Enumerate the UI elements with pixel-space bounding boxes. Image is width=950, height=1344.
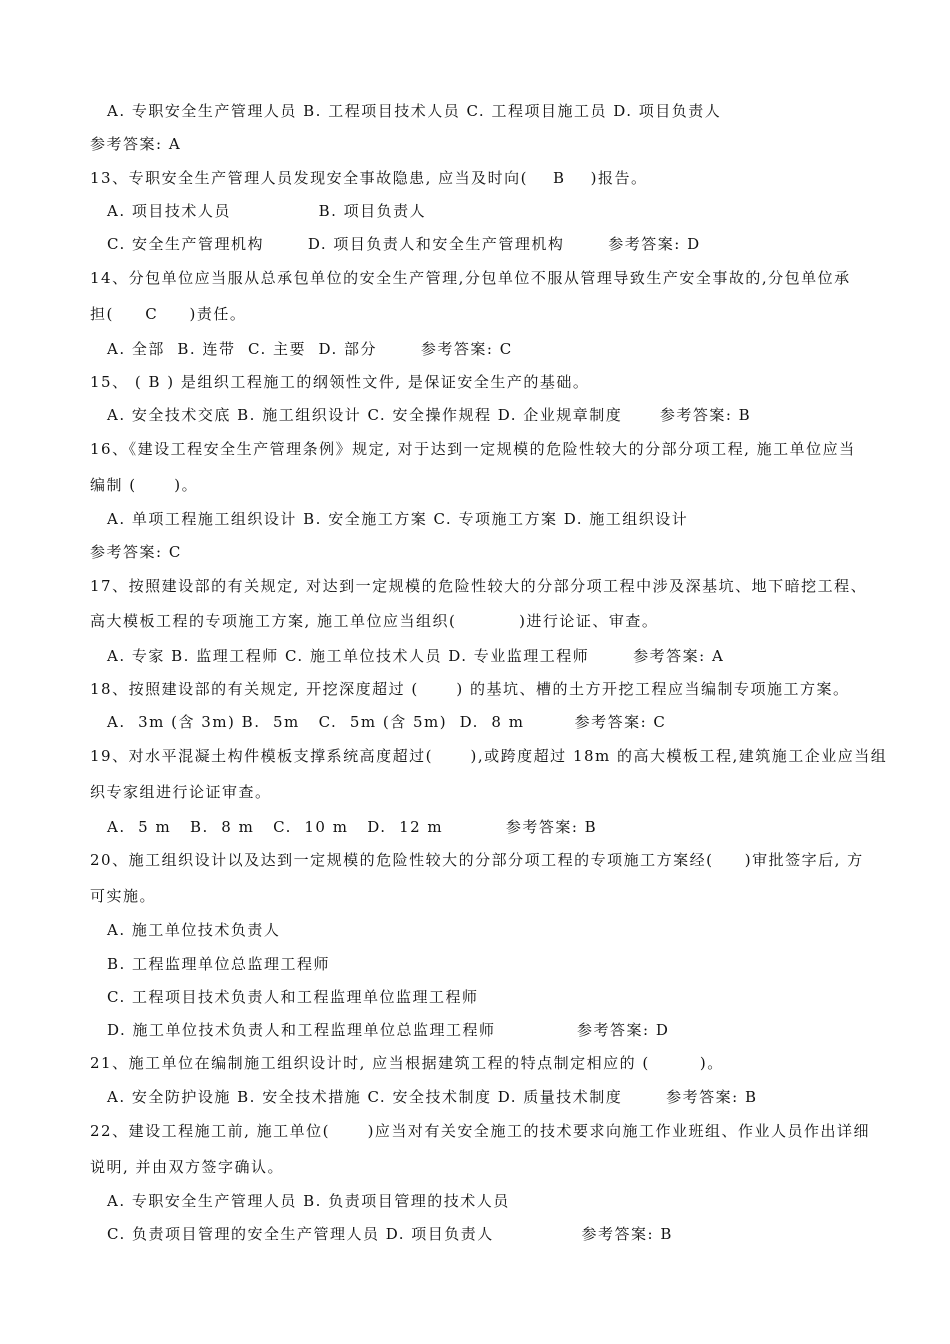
question-text: 可实施。: [90, 887, 157, 905]
option-line: A. 全部 B. 连带 C. 主要 D. 部分 参考答案: C: [107, 340, 513, 358]
option-line: A. 3m (含 3m) B. 5m C. 5m (含 5m) D. 8 m 参考答案: C: [107, 713, 667, 731]
question-text: 21、施工单位在编制施工组织设计时, 应当根据建筑工程的特点制定相应的 ( )。: [90, 1054, 724, 1072]
option-line: C. 负责项目管理的安全生产管理人员 D. 项目负责人 参考答案: B: [107, 1225, 673, 1243]
question-text: 13、专职安全生产管理人员发现安全事故隐患, 应当及时向( B )报告。: [90, 169, 648, 187]
question-text: 织专家组进行论证审查。: [90, 783, 272, 801]
question-text: 17、按照建设部的有关规定, 对达到一定规模的危险性较大的分部分项工程中涉及深基坑、地下暗挖工程、: [90, 577, 868, 595]
option-line: D. 施工单位技术负责人和工程监理单位总监理工程师 参考答案: D: [107, 1021, 670, 1039]
question-text: 14、分包单位应当服从总承包单位的安全生产管理,分包单位不服从管理导致生产安全事故的,分包单位承: [90, 269, 851, 287]
question-text: 编制 ( )。: [90, 476, 199, 494]
question-text: 15、 ( B ) 是组织工程施工的纲领性文件, 是保证安全生产的基础。: [90, 373, 590, 391]
question-text: 22、建设工程施工前, 施工单位( )应当对有关安全施工的技术要求向施工作业班组、作业人员作出详细: [90, 1122, 870, 1140]
question-text: 说明, 并由双方签字确认。: [90, 1158, 285, 1176]
question-text: 担( C )责任。: [90, 305, 247, 323]
question-text: 18、按照建设部的有关规定, 开挖深度超过 ( ) 的基坑、槽的土方开挖工程应当编制专项施工方案。: [90, 680, 850, 698]
option-line: A. 安全防护设施 B. 安全技术措施 C. 安全技术制度 D. 质量技术制度 参考答案: B: [107, 1088, 758, 1106]
option-line: A. 项目技术人员 B. 项目负责人: [107, 202, 427, 220]
option-line: A. 安全技术交底 B. 施工组织设计 C. 安全操作规程 D. 企业规章制度 参考答案: B: [107, 406, 752, 424]
option-line: C. 工程项目技术负责人和工程监理单位监理工程师: [107, 988, 479, 1006]
option-line: A. 专职安全生产管理人员 B. 工程项目技术人员 C. 工程项目施工员 D. 项目负责人: [107, 102, 722, 120]
option-line: A. 5 m B. 8 m C. 10 m D. 12 m 参考答案: B: [107, 818, 598, 836]
option-line: A. 单项工程施工组织设计 B. 安全施工方案 C. 专项施工方案 D. 施工组织设计: [107, 510, 689, 528]
question-text: 高大模板工程的专项施工方案, 施工单位应当组织( )进行论证、审查。: [90, 612, 659, 630]
answer-text: 参考答案: A: [90, 135, 182, 153]
answer-text: 参考答案: C: [90, 543, 182, 561]
question-text: 19、对水平混凝土构件模板支撑系统高度超过( ),或跨度超过 18m 的高大模板工程,建筑施工企业应当组: [90, 747, 888, 765]
question-text: 16、《建设工程安全生产管理条例》规定, 对于达到一定规模的危险性较大的分部分项工程, 施工单位应当: [90, 440, 856, 458]
question-text: 20、施工组织设计以及达到一定规模的危险性较大的分部分项工程的专项施工方案经( )审批签字后, 方: [90, 851, 864, 869]
option-line: A. 专职安全生产管理人员 B. 负责项目管理的技术人员: [107, 1192, 510, 1210]
option-line: A. 专家 B. 监理工程师 C. 施工单位技术人员 D. 专业监理工程师 参考答案: A: [107, 647, 725, 665]
option-line: A. 施工单位技术负责人: [107, 921, 281, 939]
option-line: B. 工程监理单位总监理工程师: [107, 955, 331, 973]
option-line: C. 安全生产管理机构 D. 项目负责人和安全生产管理机构 参考答案: D: [107, 235, 701, 253]
